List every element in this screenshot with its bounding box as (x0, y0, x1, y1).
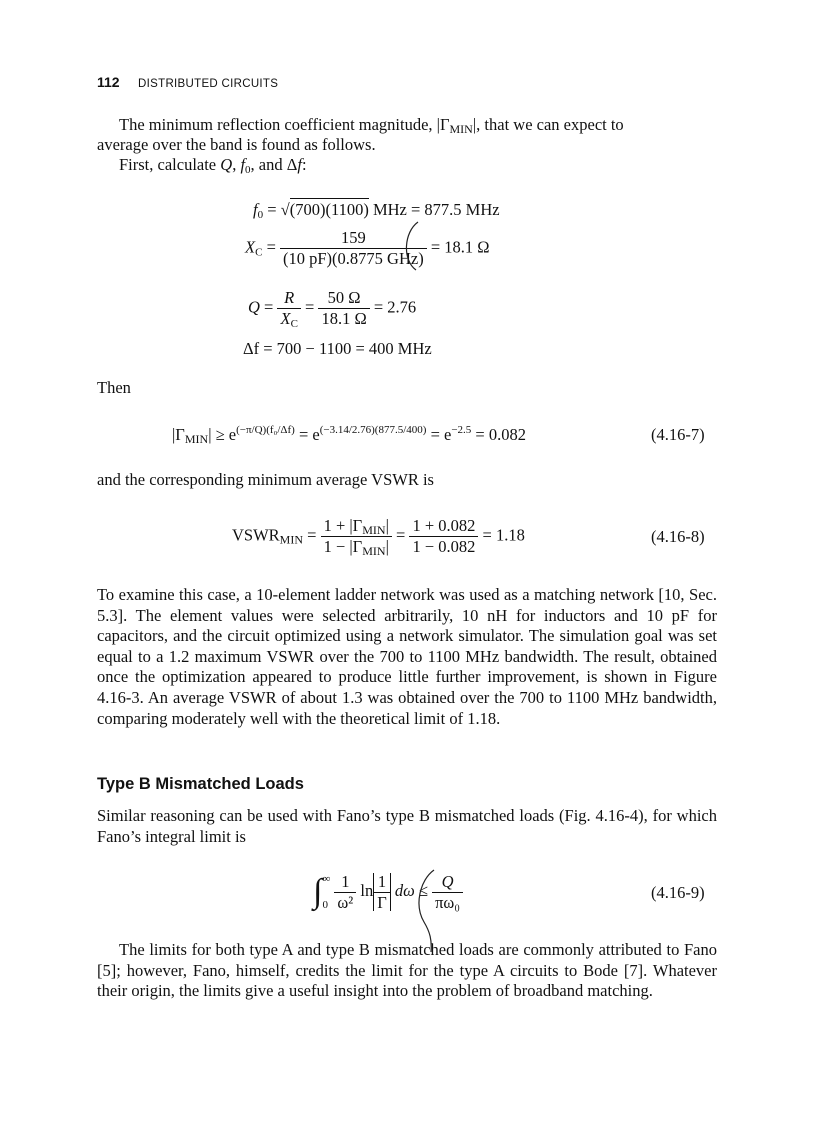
denominator: 18.1 Ω (318, 308, 369, 329)
paragraph-ladder-network: To examine this case, a 10-element ladder network was used as a matching network [10, Sec. 5.3]. The element values were selected arbitrarily, 10 nH for inductors and 10 pF for capacitors, and the circuit optimized using a network simulator. The simulation goal was set equal to a 1.2 maximum VSWR over the 700 to 1100 MHz bandwidth. The result, obtained once the optimization appeared to produce little further improvement, is shown in Figure 4.16-3. An average VSWR of about 1.3 was obtained over the 700 to 1100 MHz bandwidth, comparing moderately well with the theoretical limit of 1.18. (97, 585, 717, 728)
exponent: (−π/Q)(f₀/Δf) (236, 424, 295, 436)
denominator: (10 pF)(0.8775 GHz) (280, 248, 427, 269)
denominator: ω² (334, 892, 356, 913)
numerator: 1 (341, 871, 350, 891)
t: | (385, 516, 389, 535)
lhs: f (253, 200, 258, 219)
lhs: Q (248, 297, 260, 317)
section-heading: Type B Mismatched Loads (97, 775, 304, 793)
numerator: 1 + 0.082 (412, 516, 476, 535)
sub: MIN (362, 523, 386, 537)
intro-text-end: |, that we can expect to (472, 115, 624, 134)
numerator: 159 (340, 228, 366, 247)
mid: = e (426, 425, 452, 444)
equation-number-4-16-9: (4.16-9) (651, 883, 705, 902)
lhs: X (245, 237, 256, 257)
sub: C (255, 246, 263, 259)
exponent: −2.5 (451, 424, 472, 436)
rhs: MHz = 877.5 MHz (368, 200, 500, 219)
denominator: Γ (374, 892, 390, 913)
pen-stroke-2 (419, 870, 434, 952)
page-number: 112 (97, 74, 120, 90)
intro-line-2: average over the band is found as follows. (97, 135, 376, 154)
lower-limit: 0 (322, 899, 328, 911)
integral-sign: ∫ (313, 872, 323, 910)
intro-text: The minimum reflection coefficient magnitude, |Γ (119, 115, 450, 134)
eq: = (259, 297, 278, 317)
numerator: Q (441, 871, 454, 891)
numerator: R (284, 288, 295, 307)
then-text: Then (97, 378, 131, 397)
numerator: 50 Ω (327, 288, 361, 307)
sub: C (290, 318, 298, 330)
eq: = (391, 525, 410, 545)
ln: ln (360, 880, 374, 900)
den-var: X (280, 309, 291, 328)
var-f: f (240, 155, 246, 174)
denominator: 1 − 0.082 (409, 536, 478, 557)
sub: MIN (362, 544, 386, 558)
rhs: = 1.18 (478, 525, 525, 545)
sub: 0 (257, 209, 264, 221)
numerator: 1 (377, 871, 387, 891)
equation-number-4-16-8: (4.16-8) (651, 527, 705, 546)
running-title: DISTRIBUTED CIRCUITS (138, 78, 279, 90)
sqrt-sign: √ (280, 200, 290, 219)
pen-stroke-1 (406, 222, 418, 270)
eq: = (303, 525, 321, 545)
equation-number-4-16-7: (4.16-7) (651, 425, 705, 444)
intro-sub: MIN (449, 122, 473, 136)
t: First, calculate (119, 155, 221, 174)
t: 1 + |Γ (323, 516, 363, 535)
sub: MIN (184, 432, 209, 446)
radicand: (700)(1100) (289, 200, 369, 219)
eq: = (300, 297, 319, 317)
rhs: = 0.082 (471, 425, 526, 444)
d-omega: dω ≤ (394, 880, 433, 900)
rhs: = 2.76 (369, 297, 417, 317)
t: , (232, 155, 241, 174)
eq: = (262, 237, 280, 257)
lhs: |Γ (172, 425, 185, 444)
mid: = e (294, 425, 320, 444)
sub: 0 (245, 164, 251, 176)
paragraph-limits: The limits for both type A and type B mismatched loads are commonly attributed to Fano [5]; however, Fano, himself, credits the limit for the type A circuits to Bode [7]. Whatever their origin, the limits give a useful insight into the problem of broadband matching. (97, 940, 717, 1001)
exponent: (−3.14/2.76)(877.5/400) (319, 424, 427, 436)
sub: MIN (279, 532, 304, 547)
t: 1 − |Γ (323, 537, 363, 556)
corresponding-text: and the corresponding minimum average VSWR is (97, 470, 434, 489)
eq: = (263, 200, 281, 219)
t: , and Δ (250, 155, 298, 174)
paragraph-type-b: Similar reasoning can be used with Fano’s type B mismatched loads (Fig. 4.16-4), for which Fano’s integral limit is (97, 806, 717, 846)
rhs: = 18.1 Ω (426, 237, 490, 257)
equation-delta-f: Δf = 700 − 1100 = 400 MHz (243, 339, 432, 358)
lhs-end: | ≥ e (208, 425, 237, 444)
upper-limit: ∞ (322, 873, 331, 885)
denominator: πω₀ (432, 892, 463, 913)
lhs: VSWR (232, 525, 280, 545)
var-q: Q (220, 155, 233, 174)
t: | (385, 537, 389, 556)
var-f: f (297, 155, 302, 174)
t: : (301, 155, 307, 174)
